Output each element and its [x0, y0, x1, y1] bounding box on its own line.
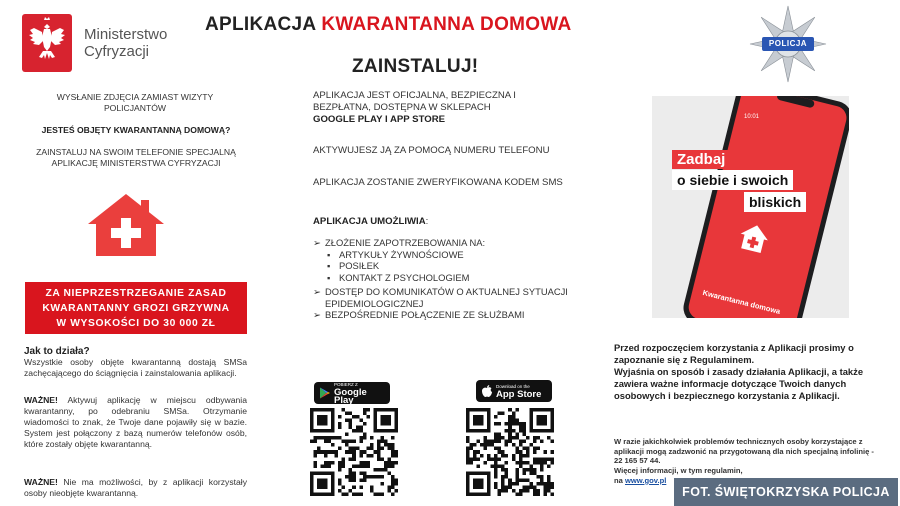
title-red: KWARANTANNA DOMOWA [321, 14, 572, 35]
page-title [205, 14, 572, 36]
page-subtitle: ZAINSTALUJ! [352, 56, 479, 77]
features-title [313, 216, 563, 228]
question-text: JESTEŚ OBJĘTY KWARANTANNĄ DOMOWĄ? [41, 125, 231, 135]
gov-link[interactable]: www.gov.pl [624, 475, 667, 485]
police-label: POLICJA [768, 39, 808, 48]
google-big-text: Google Play [334, 387, 367, 406]
features-title-colon: : [425, 216, 429, 227]
official-text [313, 90, 573, 126]
ministry-logo [22, 14, 72, 72]
feature-subtext: KONTAKT Z PSYCHOLOGIEM [339, 271, 470, 283]
fine-line3: W WYSOKOŚCI DO 30 000 ZŁ [56, 317, 216, 329]
feature-item: ➢ DOSTĘP DO KOMUNIKATÓW O AKTUALNEJ SYTUACJI EPIDEMIOLOGICZNEJ [313, 286, 568, 309]
how-it-works-title: Jak to działa? [24, 346, 90, 357]
phone-headline-2: o siebie i swoich [672, 170, 793, 190]
how-paragraph-2 [24, 395, 247, 450]
regulations-notice [614, 342, 884, 402]
title-black: APLIKACJA [205, 14, 322, 35]
apple-icon [482, 385, 492, 397]
feature-subtext: ARTYKUŁY ŻYWNOŚCIOWE [339, 248, 464, 260]
google-play-qr-code[interactable] [310, 408, 398, 496]
official-line: APLIKACJA JEST OFICJALNA, BEZPIECZNA I BEZPŁATNA, DOSTĘPNA W SKLEPACH [313, 90, 516, 113]
google-play-icon [320, 387, 330, 399]
feature-item: ➢ ZŁOŻENIE ZAPOTRZEBOWANIA NA: [313, 237, 486, 248]
feature-text: BEZPOŚREDNIE POŁĄCZENIE ZE SŁUŻBAMI [325, 309, 525, 320]
phone-headline-1: Zadbaj [672, 150, 730, 169]
google-play-badge[interactable] [314, 382, 390, 404]
feature-subitem: ▪ ARTYKUŁY ŻYWNOŚCIOWE [327, 248, 464, 260]
important-label: WAŻNE! [24, 477, 58, 487]
how-paragraph-1: Wszystkie osoby objęte kwarantanną dostają SMSa zachęcającego do ściągnięcia i zainstalowania aplikacji. [24, 357, 247, 378]
feature-text: DOSTĘP DO KOMUNIKATÓW O AKTUALNEJ SYTUACJI EPIDEMIOLOGICZNEJ [325, 286, 568, 309]
verify-text: APLIKACJA ZOSTANIE ZWERYFIKOWANA KODEM SMS [313, 177, 563, 188]
app-store-qr-code[interactable] [466, 408, 554, 496]
stores-line: GOOGLE PLAY I APP STORE [313, 114, 446, 125]
app-preview-image [652, 96, 849, 318]
house-icon [84, 192, 168, 258]
how-paragraph-2-text: Aktywuj aplikację w miejscu odbywania kwarantanny, po odebraniu SMSa. Otrzymanie wiadomości to znak, że Twoje dane pojawiły się w bazie. System jest połączony z bazą numerów telefonów osób, które zostały objęte kwarantanną. [24, 395, 247, 449]
activate-text: AKTYWUJESZ JĄ ZA POMOCĄ NUMERU TELEFONU [313, 145, 550, 156]
how-paragraph-3 [24, 477, 247, 499]
feature-text: ZŁOŻENIE ZAPOTRZEBOWANIA NA: [325, 237, 486, 248]
police-badge [748, 4, 828, 84]
fine-line1: ZA NIEPRZESTRZEGANIE ZASAD [45, 287, 227, 299]
ministry-name [84, 26, 167, 60]
phone-app-name: Kwarantanna domowa [701, 288, 782, 316]
intro-text: WYSŁANIE ZDJĘCIA ZAMIAST WIZYTY POLICJANTÓW [56, 92, 214, 113]
photo-credit: FOT. ŚWIĘTOKRZYSKA POLICJA [674, 478, 898, 506]
google-small-text: POBIERZ Z [334, 382, 358, 387]
ministry-name-line2: Cyfryzacji [84, 43, 150, 60]
feature-subitem: ▪ KONTAKT Z PSYCHOLOGIEM [327, 271, 470, 283]
apple-small-text: Download on the [496, 384, 530, 389]
notice-1: Przed rozpoczęciem korzystania z Aplikacji prosimy o zapoznanie się z Regulaminem. [614, 342, 854, 365]
feature-subitem: ▪ POSIŁEK [327, 260, 380, 271]
feature-item: ➢ BEZPOŚREDNIE POŁĄCZENIE ZE SŁUŻBAMI [313, 309, 525, 320]
support-text: W razie jakichkolwiek problemów technicznych osoby korzystające z aplikacji mogą zadzwonić na przygotowaną dla nich specjalną infolinię - 22 165 57 44. [614, 437, 874, 466]
fine-warning-box [25, 282, 247, 334]
notice-2: Wyjaśnia on sposób i zasady działania Aplikacji, a także zawiera ważne informacje dotyczące Twoich danych osobowych i bezpiecznego korzystania z Aplikacji. [614, 366, 864, 401]
more-info-text: Więcej informacji, w tym regulamin, [614, 466, 743, 476]
phone-headline-3: bliskich [744, 192, 806, 212]
important-label: WAŻNE! [24, 395, 58, 405]
how-paragraph-3-text: Nie ma możliwości, by z aplikacji korzystały osoby nieobjęte kwarantanną. [24, 477, 247, 498]
app-store-badge[interactable] [476, 380, 552, 402]
ministry-name-line1: Ministerstwo [84, 26, 168, 43]
features-title-label: APLIKACJA UMOŻLIWIA [313, 216, 426, 227]
feature-subtext: POSIŁEK [339, 260, 380, 271]
install-text: ZAINSTALUJ NA SWOIM TELEFONIE SPECJALNĄ APLIKACJĘ MINISTERSTWA CYFRYZACJI [36, 147, 236, 168]
features-list [313, 237, 568, 321]
phone-time: 10:01 [744, 114, 760, 120]
link-prefix: na [614, 475, 625, 485]
fine-line2: KWARANTANNY GROZI GRZYWNA [42, 302, 230, 314]
apple-big-text: App Store [496, 389, 542, 400]
